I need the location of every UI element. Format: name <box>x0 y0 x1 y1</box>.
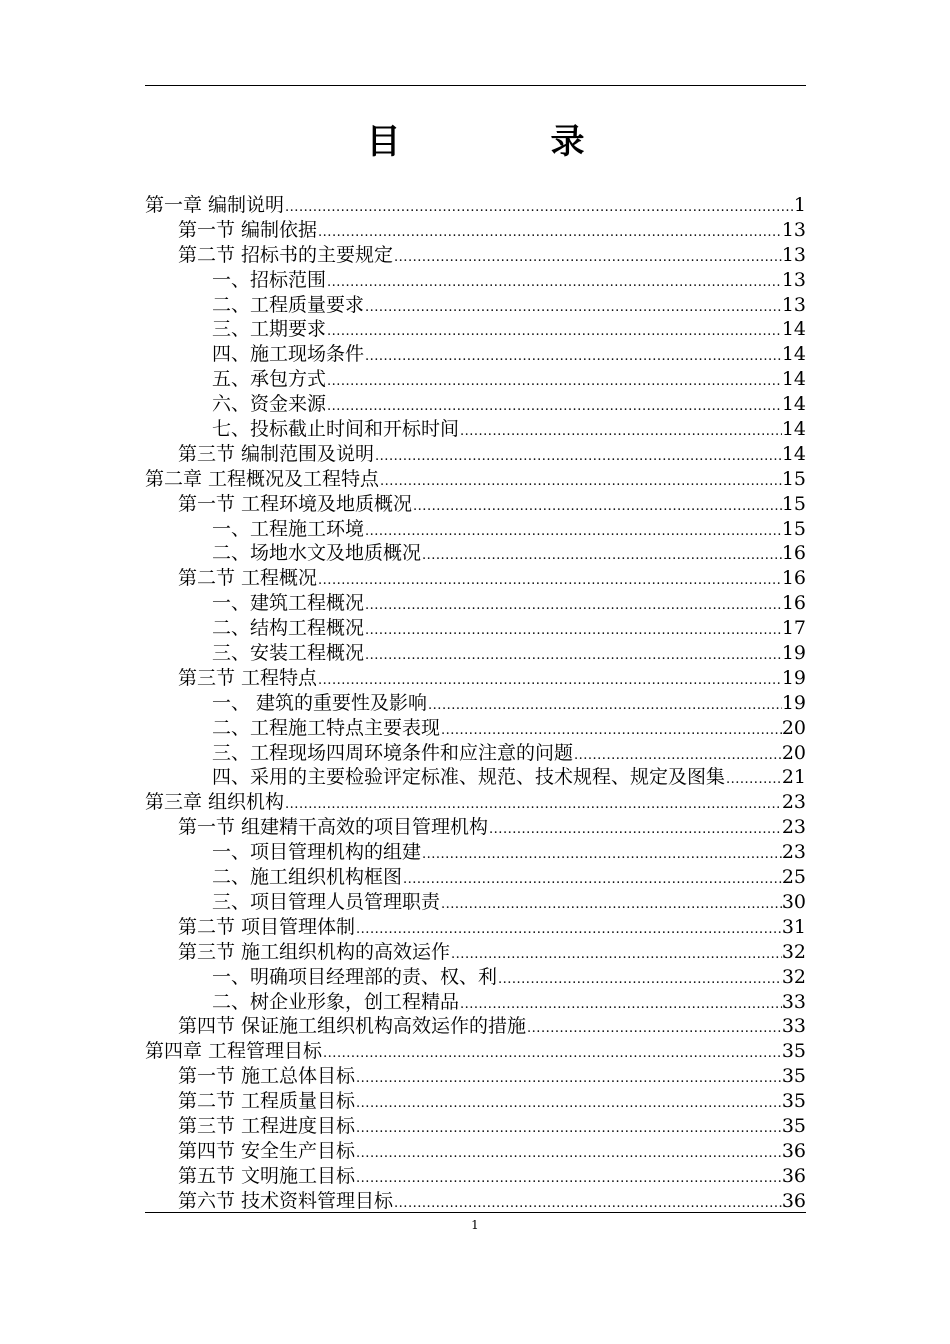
toc-entry-page: 23 <box>781 791 806 814</box>
toc-entry-page: 20 <box>781 716 806 739</box>
toc-entry-page: 23 <box>781 841 806 864</box>
toc-entry-page: 35 <box>781 1114 806 1137</box>
toc-entry-label: 第二节 招标书的主要规定 <box>178 243 394 266</box>
toc-entry-label: 第一节 组建精干高效的项目管理机构 <box>178 816 489 839</box>
toc-entry-label: 三、工程现场四周环境条件和应注意的问题 <box>212 741 574 764</box>
toc-entry-label: 一、招标范围 <box>212 268 327 291</box>
toc-entry[interactable] <box>145 1014 806 1039</box>
toc-leader-dots <box>402 868 782 893</box>
toc-entry[interactable] <box>145 193 806 218</box>
toc-leader-dots <box>427 694 782 719</box>
toc-entry-page: 13 <box>781 293 806 316</box>
toc-entry[interactable] <box>145 492 806 517</box>
toc-entry-label: 第一节 工程环境及地质概况 <box>178 492 413 515</box>
toc-entry[interactable] <box>145 965 806 990</box>
toc-entry[interactable] <box>145 243 806 268</box>
toc-entry-label: 第三节 施工组织机构的高效运作 <box>178 940 451 963</box>
toc-entry[interactable] <box>145 915 806 940</box>
toc-entry[interactable] <box>145 890 806 915</box>
page-title: 目录 <box>366 122 735 162</box>
toc-entry[interactable] <box>145 467 806 492</box>
toc-entry-label: 四、施工现场条件 <box>212 343 365 366</box>
toc-entry[interactable] <box>145 666 806 691</box>
toc-entry-label: 一、 建筑的重要性及影响 <box>212 691 428 714</box>
toc-entry-page: 31 <box>781 915 806 938</box>
toc-entry[interactable] <box>145 716 806 741</box>
toc-leader-dots <box>355 1092 782 1117</box>
toc-entry-page: 25 <box>781 866 806 889</box>
toc-entry-label: 第二节 项目管理体制 <box>178 915 356 938</box>
toc-entry-page: 14 <box>781 368 806 391</box>
toc-leader-dots <box>364 345 782 370</box>
toc-entry-label: 第一节 编制依据 <box>178 218 318 241</box>
toc-entry[interactable] <box>145 691 806 716</box>
toc-entry-label: 二、工程质量要求 <box>212 293 365 316</box>
toc-entry[interactable] <box>145 293 806 318</box>
toc-entry-page: 14 <box>781 418 806 441</box>
toc-leader-dots <box>326 370 782 395</box>
toc-entry-label: 第一章 编制说明 <box>145 194 285 216</box>
toc-entry-label: 三、项目管理人员管理职责 <box>212 890 441 913</box>
toc-entry[interactable] <box>145 1164 806 1189</box>
toc-entry[interactable] <box>145 940 806 965</box>
toc-entry-page: 19 <box>781 691 806 714</box>
toc-entry[interactable] <box>145 790 806 815</box>
toc-entry[interactable] <box>145 840 806 865</box>
toc-entry-page: 35 <box>781 1065 806 1088</box>
toc-leader-dots <box>393 246 782 271</box>
toc-leader-dots <box>374 445 782 470</box>
toc-entry-label: 二、工程施工特点主要表现 <box>212 716 441 739</box>
toc-leader-dots <box>488 818 782 843</box>
toc-leader-dots <box>421 843 782 868</box>
toc-entry[interactable] <box>145 591 806 616</box>
page-number: 1 <box>471 1218 479 1232</box>
toc-entry[interactable] <box>145 765 806 790</box>
toc-entry-label: 二、树企业形象，创工程精品 <box>212 990 460 1013</box>
toc-entry-label: 第二节 工程概况 <box>178 567 318 590</box>
toc-entry-label: 一、项目管理机构的组建 <box>212 841 422 864</box>
toc-entry[interactable] <box>145 342 806 367</box>
toc-entry-label: 六、资金来源 <box>212 393 327 416</box>
toc-entry-label: 七、投标截止时间和开标时间 <box>212 418 460 441</box>
toc-entry[interactable] <box>145 1189 806 1214</box>
toc-entry-page: 1 <box>793 194 806 216</box>
header-rule <box>145 85 806 86</box>
toc-leader-dots <box>526 1017 782 1042</box>
toc-entry-label: 第三节 编制范围及说明 <box>178 442 375 465</box>
toc-entry-label: 二、结构工程概况 <box>212 617 365 640</box>
toc-entry[interactable] <box>145 268 806 293</box>
toc-entry[interactable] <box>145 392 806 417</box>
toc-entry-page: 17 <box>781 617 806 640</box>
toc-leader-dots <box>322 1042 782 1067</box>
toc-entry[interactable] <box>145 641 806 666</box>
toc-entry-page: 16 <box>781 567 806 590</box>
toc-entry[interactable] <box>145 541 806 566</box>
toc-entry-page: 32 <box>781 965 806 988</box>
toc-entry-page: 20 <box>781 741 806 764</box>
toc-entry-page: 33 <box>781 990 806 1013</box>
toc-leader-dots <box>284 196 794 221</box>
toc-entry-label: 三、安装工程概况 <box>212 642 365 665</box>
toc-entry-label: 第一节 施工总体目标 <box>178 1065 356 1088</box>
toc-entry[interactable] <box>145 815 806 840</box>
toc-entry-page: 15 <box>781 492 806 515</box>
toc-entry[interactable] <box>145 990 806 1015</box>
toc-entry-page: 16 <box>781 542 806 565</box>
toc-entry-label: 四、采用的主要检验评定标准、规范、技术规程、规定及图集 <box>212 766 726 789</box>
toc-entry-page: 14 <box>781 442 806 465</box>
toc-entry-page: 16 <box>781 592 806 615</box>
toc-entry-page: 13 <box>781 218 806 241</box>
toc-entry-label: 二、场地水文及地质概况 <box>212 542 422 565</box>
toc-entry-page: 19 <box>781 642 806 665</box>
toc-entry-label: 一、明确项目经理部的责、权、利 <box>212 965 498 988</box>
toc-entry-page: 35 <box>781 1040 806 1063</box>
toc-leader-dots <box>421 544 782 569</box>
toc-leader-dots <box>497 968 782 993</box>
toc-entry-page: 14 <box>781 318 806 341</box>
toc-entry[interactable] <box>145 517 806 542</box>
toc-entry-label: 二、施工组织机构框图 <box>212 866 403 889</box>
toc-leader-dots <box>355 1142 782 1167</box>
toc-entry[interactable] <box>145 616 806 641</box>
toc-entry-label: 一、工程施工环境 <box>212 517 365 540</box>
toc-leader-dots <box>725 768 782 793</box>
toc-entry-label: 一、建筑工程概况 <box>212 592 365 615</box>
toc-entry-label: 第二章 工程概况及工程特点 <box>145 467 380 490</box>
footer-rule <box>145 1212 806 1213</box>
toc-entry[interactable] <box>145 1114 806 1139</box>
toc-leader-dots <box>440 893 782 918</box>
toc-leader-dots <box>326 271 782 296</box>
toc-leader-dots <box>317 569 782 594</box>
toc-leader-dots <box>326 320 782 345</box>
toc-entry[interactable] <box>145 442 806 467</box>
toc-entry-page: 21 <box>781 766 806 789</box>
toc-leader-dots <box>364 619 782 644</box>
toc-entry[interactable] <box>145 1064 806 1089</box>
toc-entry-label: 第三节 工程特点 <box>178 666 318 689</box>
toc-leader-dots <box>379 470 782 495</box>
toc-entry-label: 第六节 技术资料管理目标 <box>178 1189 394 1212</box>
toc-leader-dots <box>364 644 782 669</box>
toc-entry-page: 35 <box>781 1090 806 1113</box>
toc-entry[interactable] <box>145 1039 806 1064</box>
toc-entry-label: 第二节 工程质量目标 <box>178 1090 356 1113</box>
toc-entry-page: 36 <box>781 1189 806 1212</box>
toc-leader-dots <box>364 594 782 619</box>
toc-entry-page: 32 <box>781 940 806 963</box>
toc-entry[interactable] <box>145 367 806 392</box>
toc-leader-dots <box>355 1067 782 1092</box>
toc-entry-page: 36 <box>781 1164 806 1187</box>
toc-entry[interactable] <box>145 865 806 890</box>
toc-entry-label: 五、承包方式 <box>212 368 327 391</box>
table-of-contents <box>145 193 806 1214</box>
toc-entry-page: 33 <box>781 1015 806 1038</box>
toc-entry-label: 第五节 文明施工目标 <box>178 1164 356 1187</box>
toc-entry[interactable] <box>145 218 806 243</box>
toc-leader-dots <box>450 943 782 968</box>
toc-leader-dots <box>355 1167 782 1192</box>
toc-entry[interactable] <box>145 566 806 591</box>
toc-entry-label: 三、工期要求 <box>212 318 327 341</box>
toc-entry-page: 13 <box>781 268 806 291</box>
toc-entry-page: 36 <box>781 1139 806 1162</box>
toc-entry-label: 第四节 保证施工组织机构高效运作的措施 <box>178 1015 527 1038</box>
toc-entry-label: 第四章 工程管理目标 <box>145 1040 323 1063</box>
toc-entry-page: 15 <box>781 467 806 490</box>
toc-entry[interactable] <box>145 417 806 442</box>
toc-entry-page: 30 <box>781 890 806 913</box>
toc-entry-label: 第四节 安全生产目标 <box>178 1139 356 1162</box>
toc-entry-label: 第三节 工程进度目标 <box>178 1114 356 1137</box>
toc-leader-dots <box>355 1117 782 1142</box>
toc-leader-dots <box>459 420 782 445</box>
toc-entry-page: 13 <box>781 243 806 266</box>
toc-entry[interactable] <box>145 317 806 342</box>
toc-entry-page: 14 <box>781 343 806 366</box>
toc-entry[interactable] <box>145 1089 806 1114</box>
toc-leader-dots <box>412 495 782 520</box>
toc-entry-page: 19 <box>781 666 806 689</box>
toc-entry[interactable] <box>145 1139 806 1164</box>
toc-entry-page: 15 <box>781 517 806 540</box>
toc-entry-page: 14 <box>781 393 806 416</box>
toc-entry[interactable] <box>145 741 806 766</box>
toc-entry-page: 23 <box>781 816 806 839</box>
toc-entry-label: 第三章 组织机构 <box>145 791 285 814</box>
toc-leader-dots <box>364 296 782 321</box>
toc-leader-dots <box>364 520 782 545</box>
